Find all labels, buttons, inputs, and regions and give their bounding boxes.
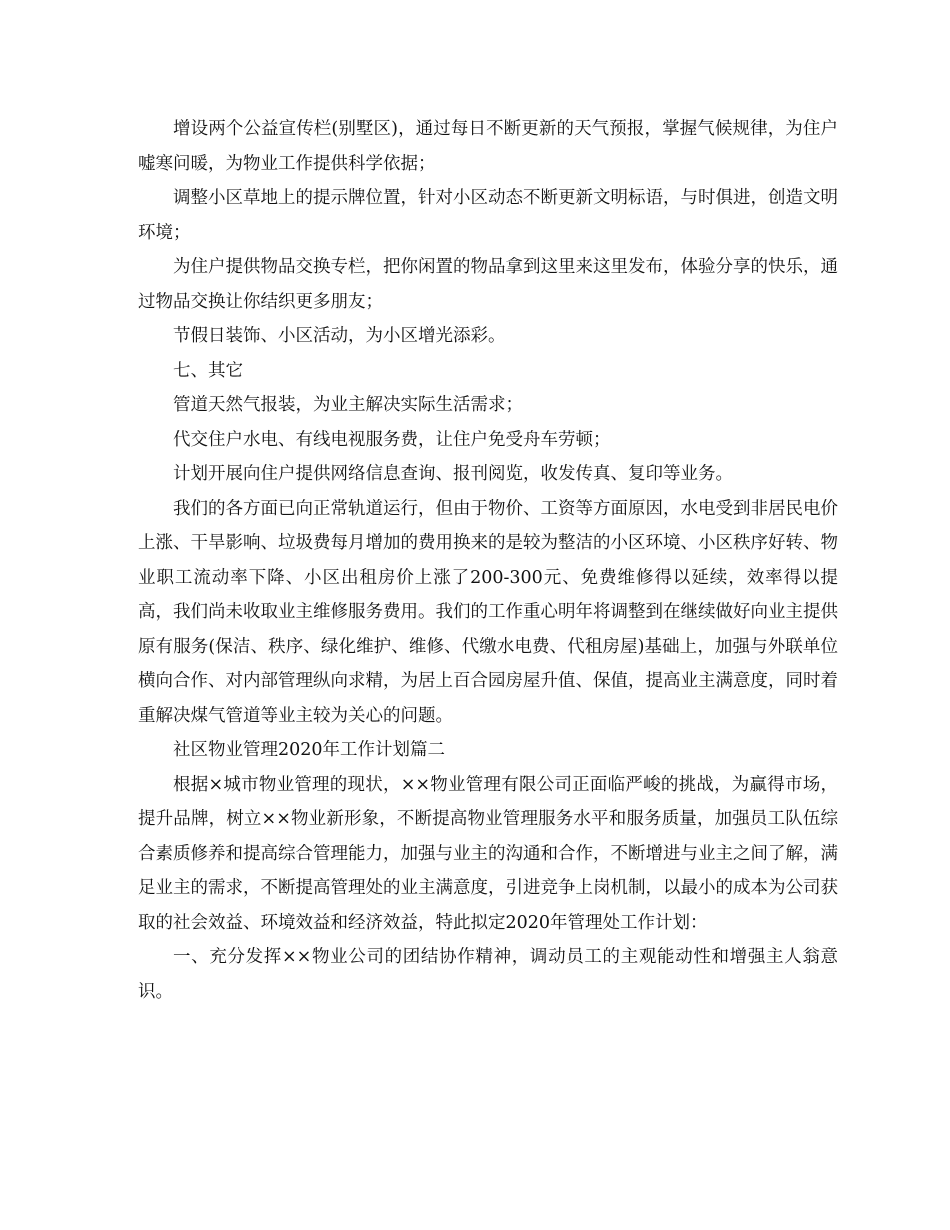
paragraph-signage: 调整小区草地上的提示牌位置，针对小区动态不断更新文明标语，与时俱进，创造文明环境； bbox=[138, 188, 838, 243]
paragraph-network-services: 计划开展向住户提供网络信息查询、报刊阅览，收发传真、复印等业务。 bbox=[173, 464, 733, 484]
paragraph-utility-payment: 代交住户水电、有线电视服务费，让住户免受舟车劳顿； bbox=[173, 429, 611, 450]
paragraph-plan-item-one: 一、充分发挥××物业公司的团结协作精神，调动员工的主观能动性和增强主人翁意识。 bbox=[138, 947, 838, 1002]
paragraph-bulletin-board: 增设两个公益宣传栏(别墅区)，通过每日不断更新的天气预报，掌握气候规律，为住户嘘寒问暖，为物业工作提供科学依据； bbox=[138, 119, 838, 174]
paragraph-gas-installation: 管道天然气报装，为业主解决实际生活需求； bbox=[173, 395, 523, 415]
section-heading-other: 七、其它 bbox=[173, 360, 243, 381]
paragraph-holiday-decoration: 节假日装饰、小区活动，为小区增光添彩。 bbox=[173, 326, 506, 346]
section-title-plan-two: 社区物业管理2020年工作计划篇二 bbox=[173, 740, 446, 760]
document-body bbox=[138, 112, 838, 1009]
paragraph-item-exchange: 为住户提供物品交换专栏，把你闲置的物品拿到这里来这里发布，体验分享的快乐，通过物品交换让你结织更多朋友； bbox=[138, 257, 838, 312]
paragraph-summary: 我们的各方面已向正常轨道运行，但由于物价、工资等方面原因，水电受到非居民电价上涨、干旱影响、垃圾费每月增加的费用换来的是较为整洁的小区环境、小区秩序好转、物业职工流动率下降、小区出租房价上涨了200-300元、免费维修得以延续，效率得以提高，我们尚未收取业主维修服务费用。我们的工作重心明年将调整到在继续做好向业主提供原有服务(保洁、秩序、绿化维护、维修、代缴水电费、代租房屋)基础上，加强与外联单位横向合作、对内部管理纵向求精，为居上百合园房屋升值、保值，提高业主满意度，同时着重解决煤气管道等业主较为关心的问题。 bbox=[138, 498, 838, 726]
paragraph-plan-intro: 根据×城市物业管理的现状，××物业管理有限公司正面临严峻的挑战，为赢得市场，提升品牌，树立××物业新形象，不断提高物业管理服务水平和服务质量，加强员工队伍综合素质修养和提高综合管理能力，加强与业主的沟通和合作，不断增进与业主之间了解，满足业主的需求，不断提高管理处的业主满意度，引进竞争上岗机制，以最小的成本为公司获取的社会效益、环境效益和经济效益，特此拟定2020年管理处工作计划： bbox=[138, 774, 838, 933]
